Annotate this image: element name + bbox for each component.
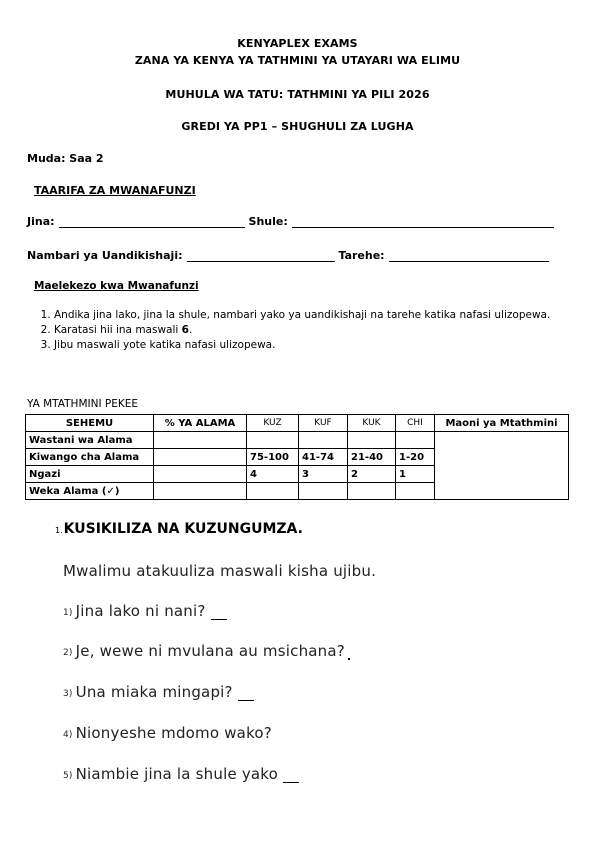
table-cell [154,449,247,466]
answer-line[interactable] [283,768,299,783]
table-cell: 21-40 [348,449,396,466]
table-cell[interactable] [348,432,396,449]
name-label: Jina: [27,215,55,228]
table-cell: 41-74 [299,449,348,466]
section-number: 1. [55,526,63,535]
table-cell[interactable] [154,432,247,449]
table-cell[interactable] [154,483,247,500]
score-table [25,414,569,500]
examiner-comments-cell[interactable] [435,432,569,500]
table-cell[interactable] [396,483,435,500]
question-number: 3) [63,689,73,699]
examiner-only-label: YA MTATHMINI PEKEE [27,398,139,410]
name-field[interactable] [59,217,245,228]
header-cell: % YA ALAMA [154,415,247,432]
question-1 [63,602,227,620]
question-2 [63,642,350,660]
assessment-title: ZANA YA KENYA YA TATHMINI YA UTAYARI WA ELIMU [134,54,461,67]
section-1-title [55,521,303,537]
table-cell[interactable] [348,483,396,500]
section-heading: KUSIKILIZA NA KUZUNGUMZA. [63,521,303,537]
org-title: KENYAPLEX EXAMS [237,37,358,50]
instruction-item: 2. Karatasi hii ina maswali 6. [54,323,581,338]
student-info-title: TAARIFA ZA MWANAFUNZI [34,184,196,197]
instructions-title: Maelekezo kwa Mwanafunzi [34,280,199,292]
instructions-list [21,308,581,353]
table-cell: 1-20 [396,449,435,466]
question-text: Una miaka mingapi? [75,683,233,701]
instruction-item: 1. Andika jina lako, jina la shule, nambari yako ya uandikishaji na tarehe katika nafasi ulizopewa. [54,308,581,323]
header-cell: CHI [396,415,435,432]
reg-date-row [27,249,553,262]
table-cell[interactable] [299,483,348,500]
question-number: 5) [63,771,73,781]
question-text: Niambie jina la shule yako [75,765,279,783]
row-label: Ngazi [26,466,154,483]
instruction-item: 3. Jibu maswali yote katika nafasi ulizopewa. [54,338,581,353]
reg-label: Nambari ya Uandikishaji: [27,249,183,262]
table-row [26,432,569,449]
table-cell: 4 [247,466,299,483]
table-header-row [26,415,569,432]
duration: Muda: Saa 2 [27,152,104,165]
table-cell: 1 [396,466,435,483]
table-cell: 75-100 [247,449,299,466]
table-cell[interactable] [299,432,348,449]
question-number: 4) [63,730,73,740]
table-cell[interactable] [247,432,299,449]
question-text: Nionyeshe mdomo wako? [75,724,272,742]
answer-mark[interactable] [348,658,350,660]
row-label: Kiwango cha Alama [26,449,154,466]
school-field[interactable] [292,217,554,228]
row-label: Weka Alama (✓) [26,483,154,500]
school-label: Shule: [248,215,288,228]
date-field[interactable] [389,251,549,262]
header-cell: KUZ [247,415,299,432]
header-cell: SEHEMU [26,415,154,432]
table-cell: 3 [299,466,348,483]
question-text: Je, wewe ni mvulana au msichana? [75,642,345,660]
header-cell: KUF [299,415,348,432]
row-label: Wastani wa Alama [26,432,154,449]
question-5 [63,765,299,783]
answer-line[interactable] [211,605,227,620]
table-cell[interactable] [247,483,299,500]
question-4 [63,724,272,742]
answer-line[interactable] [238,686,254,701]
question-number: 2) [63,648,73,658]
table-cell[interactable] [396,432,435,449]
date-label: Tarehe: [338,249,385,262]
question-3 [63,683,254,701]
table-cell: 2 [348,466,396,483]
question-number: 1) [63,608,73,618]
header-cell: KUK [348,415,396,432]
table-cell [154,466,247,483]
section-lead: Mwalimu atakuuliza maswali kisha ujibu. [63,562,377,580]
reg-number-field[interactable] [187,251,335,262]
grade-title: GREDI YA PP1 – SHUGHULI ZA LUGHA [181,120,414,133]
name-school-row [27,215,558,228]
header-cell: Maoni ya Mtathmini [435,415,569,432]
term-title: MUHULA WA TATU: TATHMINI YA PILI 2026 [165,88,430,101]
question-text: Jina lako ni nani? [75,602,206,620]
